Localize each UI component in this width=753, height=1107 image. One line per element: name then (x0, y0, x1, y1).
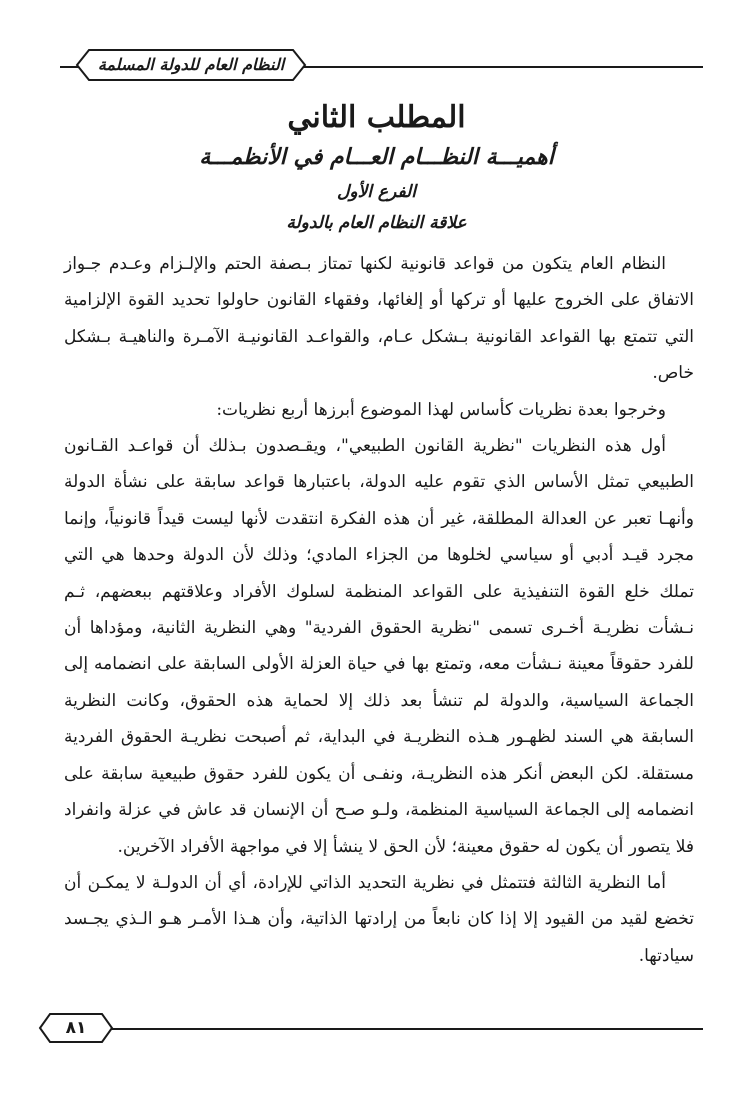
footer-rule (105, 1028, 703, 1030)
running-header-title: النظام العام للدولة المسلمة (97, 55, 285, 74)
paragraph: النظام العام يتكون من قواعد قانونية لكنها تمتاز بـصفة الحتم والإلـزام وعـدم جـواز الاتفاق على الخروج عليها أو تركها أو إلغائها، وفقهاء القانون حاولوا تحديد القوة الإلزامية التي تتمتع بها القواعد القانونية بـشكل عـام، والقواعـد القانونيـة الآمـرة والناهيـة بـشكل خاص. (64, 254, 694, 384)
paragraph: أما النظرية الثالثة فتتمثل في نظرية التحديد الذاتي للإرادة، أي أن الدولـة لا يمكـن أن تخضع لقيد من القيود إلا إذا كان نابعاً من إرادتها الذاتية، وأن هـذا الأمـر هـو الـذي يجـسد سيادتها. (64, 872, 694, 966)
page-number: ٨١ (65, 1018, 87, 1038)
page-number-badge (38, 1012, 114, 1044)
subsection-title: أهميـــة النظـــام العـــام في الأنظمـــة (199, 144, 554, 170)
paragraph: أول هذه النظريات "نظرية القانون الطبيعي"، ويقـصدون بـذلك أن قواعـد القـانون الطبيعي تمثل الأساس الذي تقوم عليه الدولة، باعتبارها قواعد سابقة على نشأة الدولة وأنهـا تعبر عن العدالة المطلقة، غير أن هذه الفكرة انتقدت لأنها ليست قيداً قانونياً، وإنما مجرد قيـد أدبي أو سياسي لخلوها من الجزاء المادي؛ وذلك لأن الدولة وحدها هي التي تملك خلع القوة التنفيذية على القواعد المنظمة لسلوك الأفراد وعلاقتهم ببعضهم، ثـم نـشأت نظريـة أخـرى تسمى "نظرية الحقوق الفردية" وهي النظرية الثانية، ومؤداها أن للفرد حقوقاً معينة نـشأت معه، وتمتع بها في حياة العزلة الأولى السابقة على انضمامه إلى الجماعة السياسية، والدولة لم تنشأ بعد ذلك إلا لحماية هذه الحقوق، وكانت النظرية السابقة هي السند لظهـور هـذه النظريـة في البداية، ثم أصبحت نظريـة الحقوق الفردية مستقلة. لكن البعض أنكر هذه النظريـة، ونفـى أن يكون للفرد حقوق طبيعية سابقة على انضمامه إلى الجماعة السياسية المنظمة، ولـو صـح أن الإنسان قد عاش في عزلة وانفراد فلا يتصور أن يكون له حقوق معينة؛ لأن الحق لا ينشأ إلا في مواجهة الأفراد الآخرين. (64, 436, 694, 857)
topic-title: علاقة النظام العام بالدولة (286, 213, 467, 233)
paragraph: وخرجوا بعدة نظريات كأساس لهذا الموضوع أبرزها أربع نظريات: (216, 399, 666, 420)
body-text (64, 246, 694, 974)
branch-title: الفرع الأول (337, 182, 416, 202)
section-title: المطلب الثاني (287, 100, 466, 135)
running-header (75, 48, 307, 82)
